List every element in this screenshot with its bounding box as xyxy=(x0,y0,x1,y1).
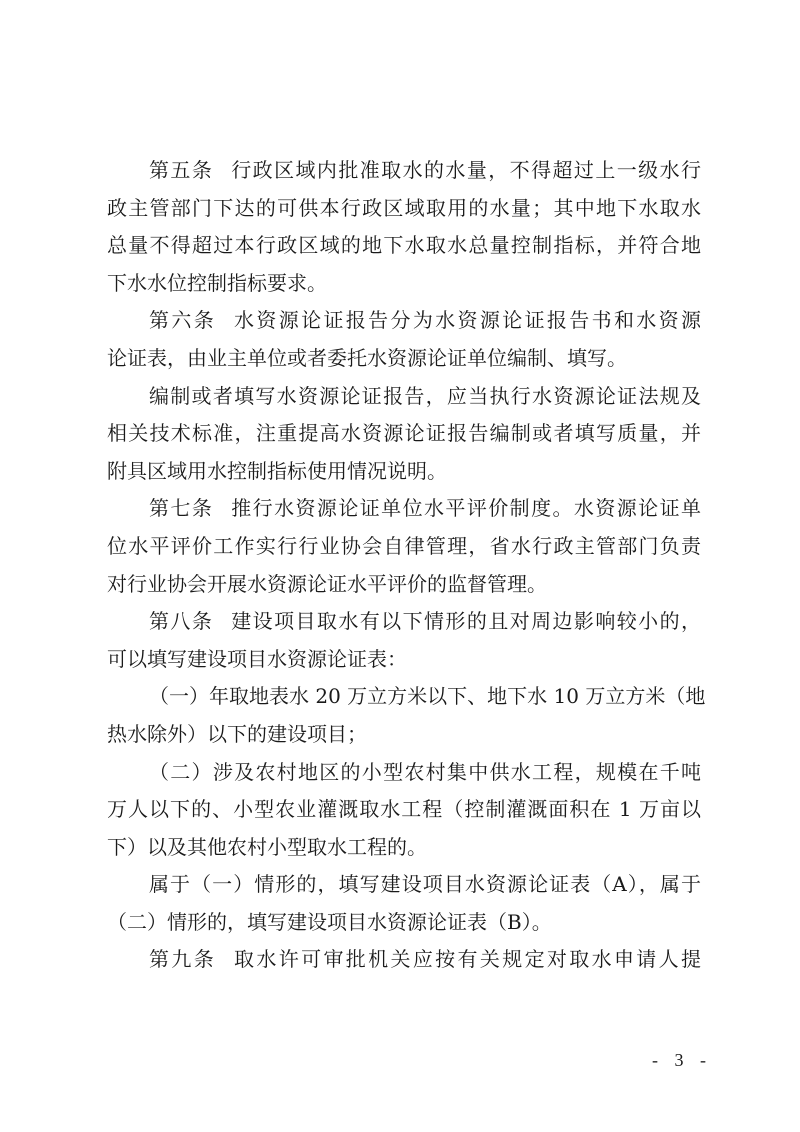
text-line: 热水除外）以下的建设项目； xyxy=(107,721,367,746)
article-heading: 第八条 xyxy=(149,609,214,634)
text-line: 附具区域用水控制指标使用情况说明。 xyxy=(107,458,447,483)
text-line: （二）涉及农村地区的小型农村集中供水工程，规模在千吨 xyxy=(149,759,701,784)
text-line: 第八条 建设项目取水有以下情形的且对周边影响较小的， xyxy=(149,609,701,634)
text-line: 总量不得超过本行政区域的地下水取水总量控制指标，并符合地 xyxy=(107,233,701,258)
list-item-1 xyxy=(107,678,706,753)
text-line: 第九条 取水许可审批机关应按有关规定对取水申请人提 xyxy=(149,947,702,972)
paragraph-article-6-continued xyxy=(107,378,701,491)
text-line: 万人以下的、小型农业灌溉取水工程（控制灌溉面积在 1 万亩以 xyxy=(107,797,701,822)
text-line: 论证表，由业主单位或者委托水资源论证单位编制、填写。 xyxy=(107,345,627,370)
text-line: （一）年取地表水 20 万立方米以下、地下水 10 万立方米（地 xyxy=(149,684,706,709)
paragraph-article-5 xyxy=(107,152,701,302)
text-line: 相关技术标准，注重提高水资源论证报告编制或者填写质量，并 xyxy=(107,421,701,446)
text-line: 第五条 行政区域内批准取水的水量，不得超过上一级水行 xyxy=(149,158,701,182)
text-line: 下）以及其他农村小型取水工程的。 xyxy=(107,834,427,859)
article-heading: 第六条 xyxy=(149,308,217,333)
text-line: 编制或者填写水资源论证报告，应当执行水资源论证法规及 xyxy=(149,383,701,408)
paragraph-article-6 xyxy=(107,302,701,377)
paragraph-article-8 xyxy=(107,603,701,678)
text-line: 位水平评价工作实行行业协会自律管理，省水行政主管部门负责 xyxy=(107,533,701,558)
text-line: 政主管部门下达的可供本行政区域取用的水量；其中地下水取水 xyxy=(107,195,701,220)
paragraph-article-9 xyxy=(107,941,701,979)
text-line: 第七条 推行水资源论证单位水平评价制度。水资源论证单 xyxy=(149,496,701,521)
text-line: 第六条 水资源论证报告分为水资源论证报告书和水资源 xyxy=(149,308,702,333)
article-heading: 第九条 xyxy=(149,947,217,972)
article-heading: 第五条 xyxy=(149,158,214,182)
text-line: 对行业协会开展水资源论证水平评价的监督管理。 xyxy=(107,571,547,596)
document-page xyxy=(107,152,706,979)
paragraph-article-8-continued xyxy=(107,866,701,941)
text-line: （二）情形的，填写建设项目水资源论证表（B）。 xyxy=(107,909,552,934)
article-heading: 第七条 xyxy=(149,496,214,521)
page-number: - 3 - xyxy=(652,1050,712,1070)
list-item-2 xyxy=(107,754,701,867)
text-line: 属于（一）情形的，填写建设项目水资源论证表（A），属于 xyxy=(149,872,701,897)
text-line: 可以填写建设项目水资源论证表： xyxy=(107,646,407,671)
paragraph-article-7 xyxy=(107,490,701,603)
text-line: 下水水位控制指标要求。 xyxy=(107,270,327,295)
